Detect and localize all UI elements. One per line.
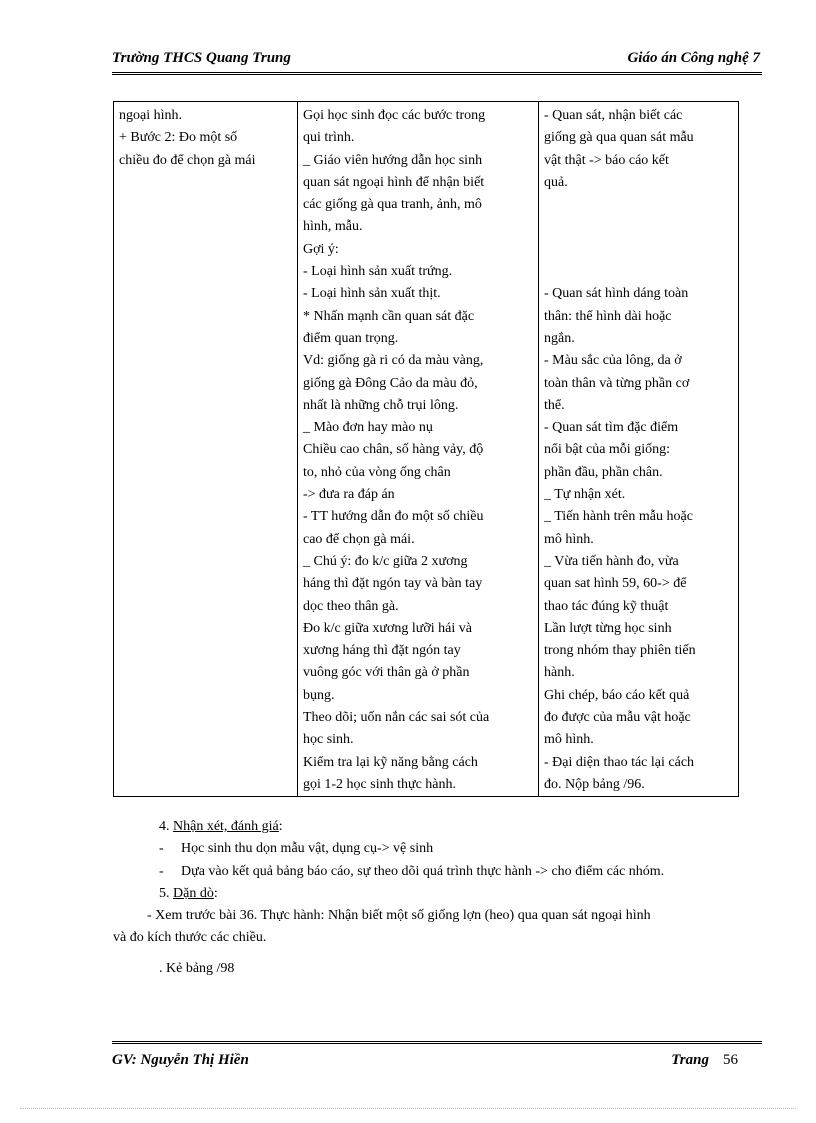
footer-rule	[112, 1041, 762, 1044]
cell-text-line: _ Giáo viên hướng dẫn học sinh	[303, 152, 483, 168]
cell-text-line: háng thì đặt ngón tay và bàn tay	[303, 576, 483, 592]
document-title: Giáo án Công nghệ 7	[627, 50, 760, 66]
cell-text-line: Ghi chép, báo cáo kết quả	[544, 687, 690, 703]
cell-text-line: chiều đo để chọn gà mái	[119, 152, 256, 168]
cell-text-line: ngoại hình.	[119, 108, 182, 123]
teacher-name: GV: Nguyễn Thị Hiền	[112, 1052, 249, 1068]
cell-text-line: hành.	[544, 665, 575, 681]
cell-text-line: _ Vừa tiến hành đo, vừa	[544, 553, 679, 569]
cell-text-line: _ Tự nhận xét.	[544, 487, 626, 503]
cell-text-line: _ Mào đơn hay mào nụ	[303, 420, 433, 436]
cell-text-line: thể.	[544, 397, 565, 413]
page-header	[112, 50, 760, 72]
cell-text-line: to, nhỏ của vòng ống chân	[303, 464, 451, 480]
table-row	[114, 102, 739, 797]
page-indicator	[671, 1052, 738, 1069]
cell-text-line: đo được của mẫu vật hoặc	[544, 710, 691, 726]
cell-text-line: thao tác đúng kỹ thuật	[544, 598, 669, 614]
cell-text-line: đo. Nộp bảng /96.	[544, 776, 645, 792]
cell-text-line	[544, 261, 734, 283]
lesson-table	[113, 101, 739, 797]
cell-text-line: Gợi ý:	[303, 241, 339, 257]
page-label: Trang	[671, 1052, 709, 1068]
cell-text-line	[544, 194, 734, 216]
cell-text-line: quả.	[544, 174, 568, 190]
cell-text-line: - Màu sắc của lông, da ở	[544, 353, 682, 369]
cell-text-line: hình, mẫu.	[303, 219, 363, 235]
col-content	[114, 102, 298, 797]
cell-text-line	[544, 239, 734, 261]
closing-sections	[113, 816, 763, 980]
cell-text-line: vật thật -> báo cáo kết	[544, 152, 669, 168]
cell-text-line: cao để chọn gà mái.	[303, 531, 415, 547]
cell-text-line: - Quan sát, nhận biết các	[544, 108, 683, 123]
cell-text-line: - Quan sát tìm đặc điểm	[544, 420, 679, 436]
page-boundary	[20, 1108, 796, 1109]
cell-text-line: - TT hướng dẫn đo một số chiều	[303, 509, 484, 525]
cell-text-line: điểm quan trọng.	[303, 330, 399, 346]
cell-text-line: Vd: giống gà ri có da màu vàng,	[303, 353, 484, 369]
cell-text-line: -> đưa ra đáp án	[303, 487, 395, 503]
cell-text-line: giống gà qua quan sát mẫu	[544, 130, 694, 146]
cell-text-line: các giống gà qua tranh, ảnh, mô	[303, 197, 482, 213]
cell-text-line: - Quan sát hình dáng toàn	[544, 286, 689, 302]
cell-text-line: nhất là những chỗ trụi lông.	[303, 397, 459, 413]
cell-text-line: qui trình.	[303, 130, 355, 146]
cell-text-line: - Đại diện thao tác lại cách	[544, 754, 695, 770]
cell-text-line: trong nhóm thay phiên tiến	[544, 643, 696, 659]
cell-text-line: _ Chú ý: đo k/c giữa 2 xương	[303, 553, 468, 569]
cell-text-line: thân: thể hình dài hoặc	[544, 308, 672, 324]
col-student-activity	[539, 102, 739, 797]
homework-line: . Kẻ bảng /98	[159, 960, 235, 976]
section-5-heading: 5. Dặn dò:	[159, 885, 218, 901]
page-number: 56	[723, 1052, 738, 1068]
cell-text-line: toàn thân và từng phần cơ	[544, 375, 690, 391]
cell-text-line: Đo k/c giữa xương lưỡi hái và	[303, 620, 472, 636]
cell-text-line: học sinh.	[303, 732, 354, 748]
list-item: - Dựa vào kết quả bảng báo cáo, sự theo dõi quá trình thực hành -> cho điểm các nhóm.	[159, 863, 665, 879]
cell-text-line: * Nhấn mạnh cần quan sát đặc	[303, 308, 475, 324]
cell-text-line: + Bước 2: Đo một số	[119, 130, 238, 146]
cell-text-line	[544, 216, 734, 238]
cell-text-line: vuông góc với thân gà ở phần	[303, 665, 470, 681]
cell-text-line: phần đầu, phần chân.	[544, 464, 663, 480]
list-item: - Học sinh thu dọn mẫu vật, dụng cụ-> vệ sinh	[159, 841, 434, 857]
cell-text-line: bụng.	[303, 687, 335, 703]
homework-line: và đo kích thước các chiều.	[113, 930, 267, 946]
cell-text-line: _ Tiến hành trên mẫu hoặc	[544, 509, 693, 525]
cell-text-line: mô hình.	[544, 531, 594, 547]
cell-text-line: Lần lượt từng học sinh	[544, 620, 672, 636]
homework-line: - Xem trước bài 36. Thực hành: Nhận biết một số giống lợn (heo) qua quan sát ngoại hình	[147, 908, 651, 924]
cell-text-line: - Loại hình sản xuất trứng.	[303, 264, 453, 280]
section-4-title: Nhận xét, đánh giá	[173, 819, 279, 834]
cell-text-line: Gọi học sinh đọc các bước trong	[303, 108, 486, 123]
cell-text-line: Kiểm tra lại kỹ năng bằng cách	[303, 754, 478, 770]
cell-text-line: - Loại hình sản xuất thịt.	[303, 286, 441, 302]
cell-text-line: mô hình.	[544, 732, 594, 748]
cell-text-line: Chiều cao chân, số hàng vảy, độ	[303, 442, 484, 458]
cell-text-line: dọc theo thân gà.	[303, 598, 399, 614]
cell-text-line: giống gà Đông Cảo da màu đỏ,	[303, 375, 478, 391]
cell-text-line: ngắn.	[544, 330, 575, 346]
section-5-title: Dặn dò	[173, 885, 214, 901]
cell-text-line: quan sat hình 59, 60-> để	[544, 576, 687, 592]
cell-text-line: Theo dõi; uốn nắn các sai sót của	[303, 710, 490, 726]
section-4-heading: 4. Nhận xét, đánh giá:	[159, 819, 283, 834]
cell-text-line: nổi bật của mỗi giống:	[544, 442, 670, 458]
cell-text-line: xương háng thì đặt ngón tay	[303, 643, 461, 659]
school-name: Trường THCS Quang Trung	[112, 50, 291, 66]
col-teacher-activity	[298, 102, 539, 797]
cell-text-line: gọi 1-2 học sinh thực hành.	[303, 776, 457, 792]
cell-text-line: quan sát ngoại hình để nhận biết	[303, 174, 485, 190]
header-rule	[112, 72, 762, 75]
